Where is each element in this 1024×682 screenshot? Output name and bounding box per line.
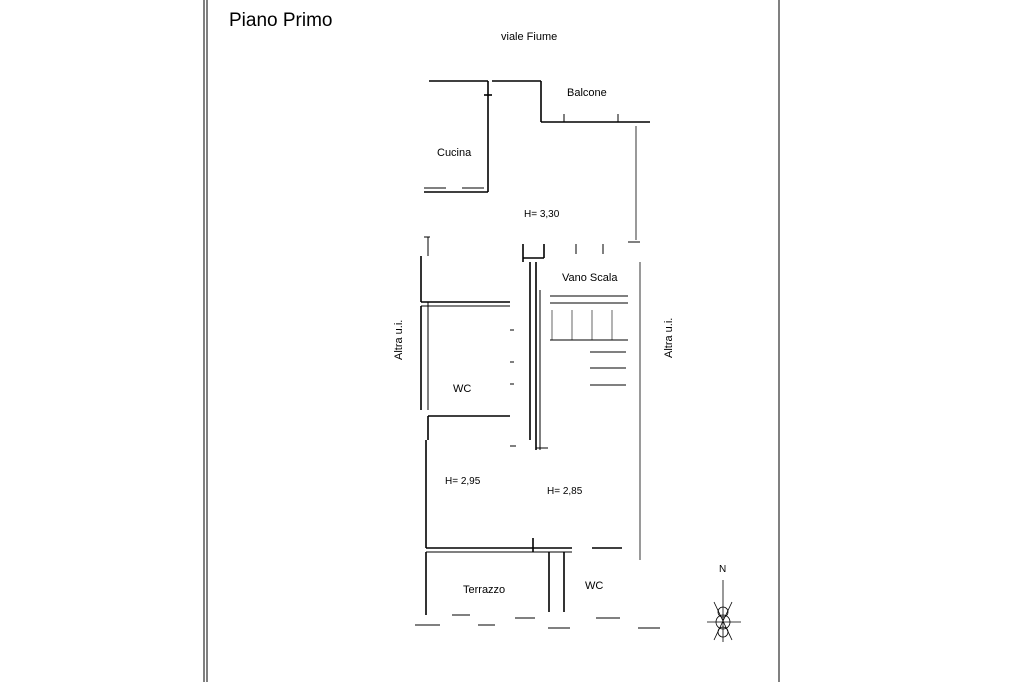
room-label-terrazzo: Terrazzo <box>463 584 506 596</box>
room-label-wc: WC <box>453 383 472 395</box>
walls <box>415 81 660 628</box>
compass-north-label: N <box>719 564 727 575</box>
room-label-balcone: Balcone <box>567 87 607 99</box>
neighbor-label-left: Altra u.i. <box>393 319 405 360</box>
room-label-wc-terrace: WC <box>585 580 604 592</box>
page-title: Piano Primo <box>229 10 333 31</box>
room-label-vano-scala: Vano Scala <box>562 272 618 284</box>
height-label-2: H= 2,95 <box>445 476 481 487</box>
sheet-border <box>204 0 779 682</box>
height-label-1: H= 3,30 <box>524 209 560 220</box>
neighbor-label-right: Altra u.i. <box>663 317 675 358</box>
street-label: viale Fiume <box>501 31 558 43</box>
room-label-cucina: Cucina <box>437 147 472 159</box>
compass-icon <box>707 580 741 642</box>
height-label-3: H= 2,85 <box>547 486 583 497</box>
